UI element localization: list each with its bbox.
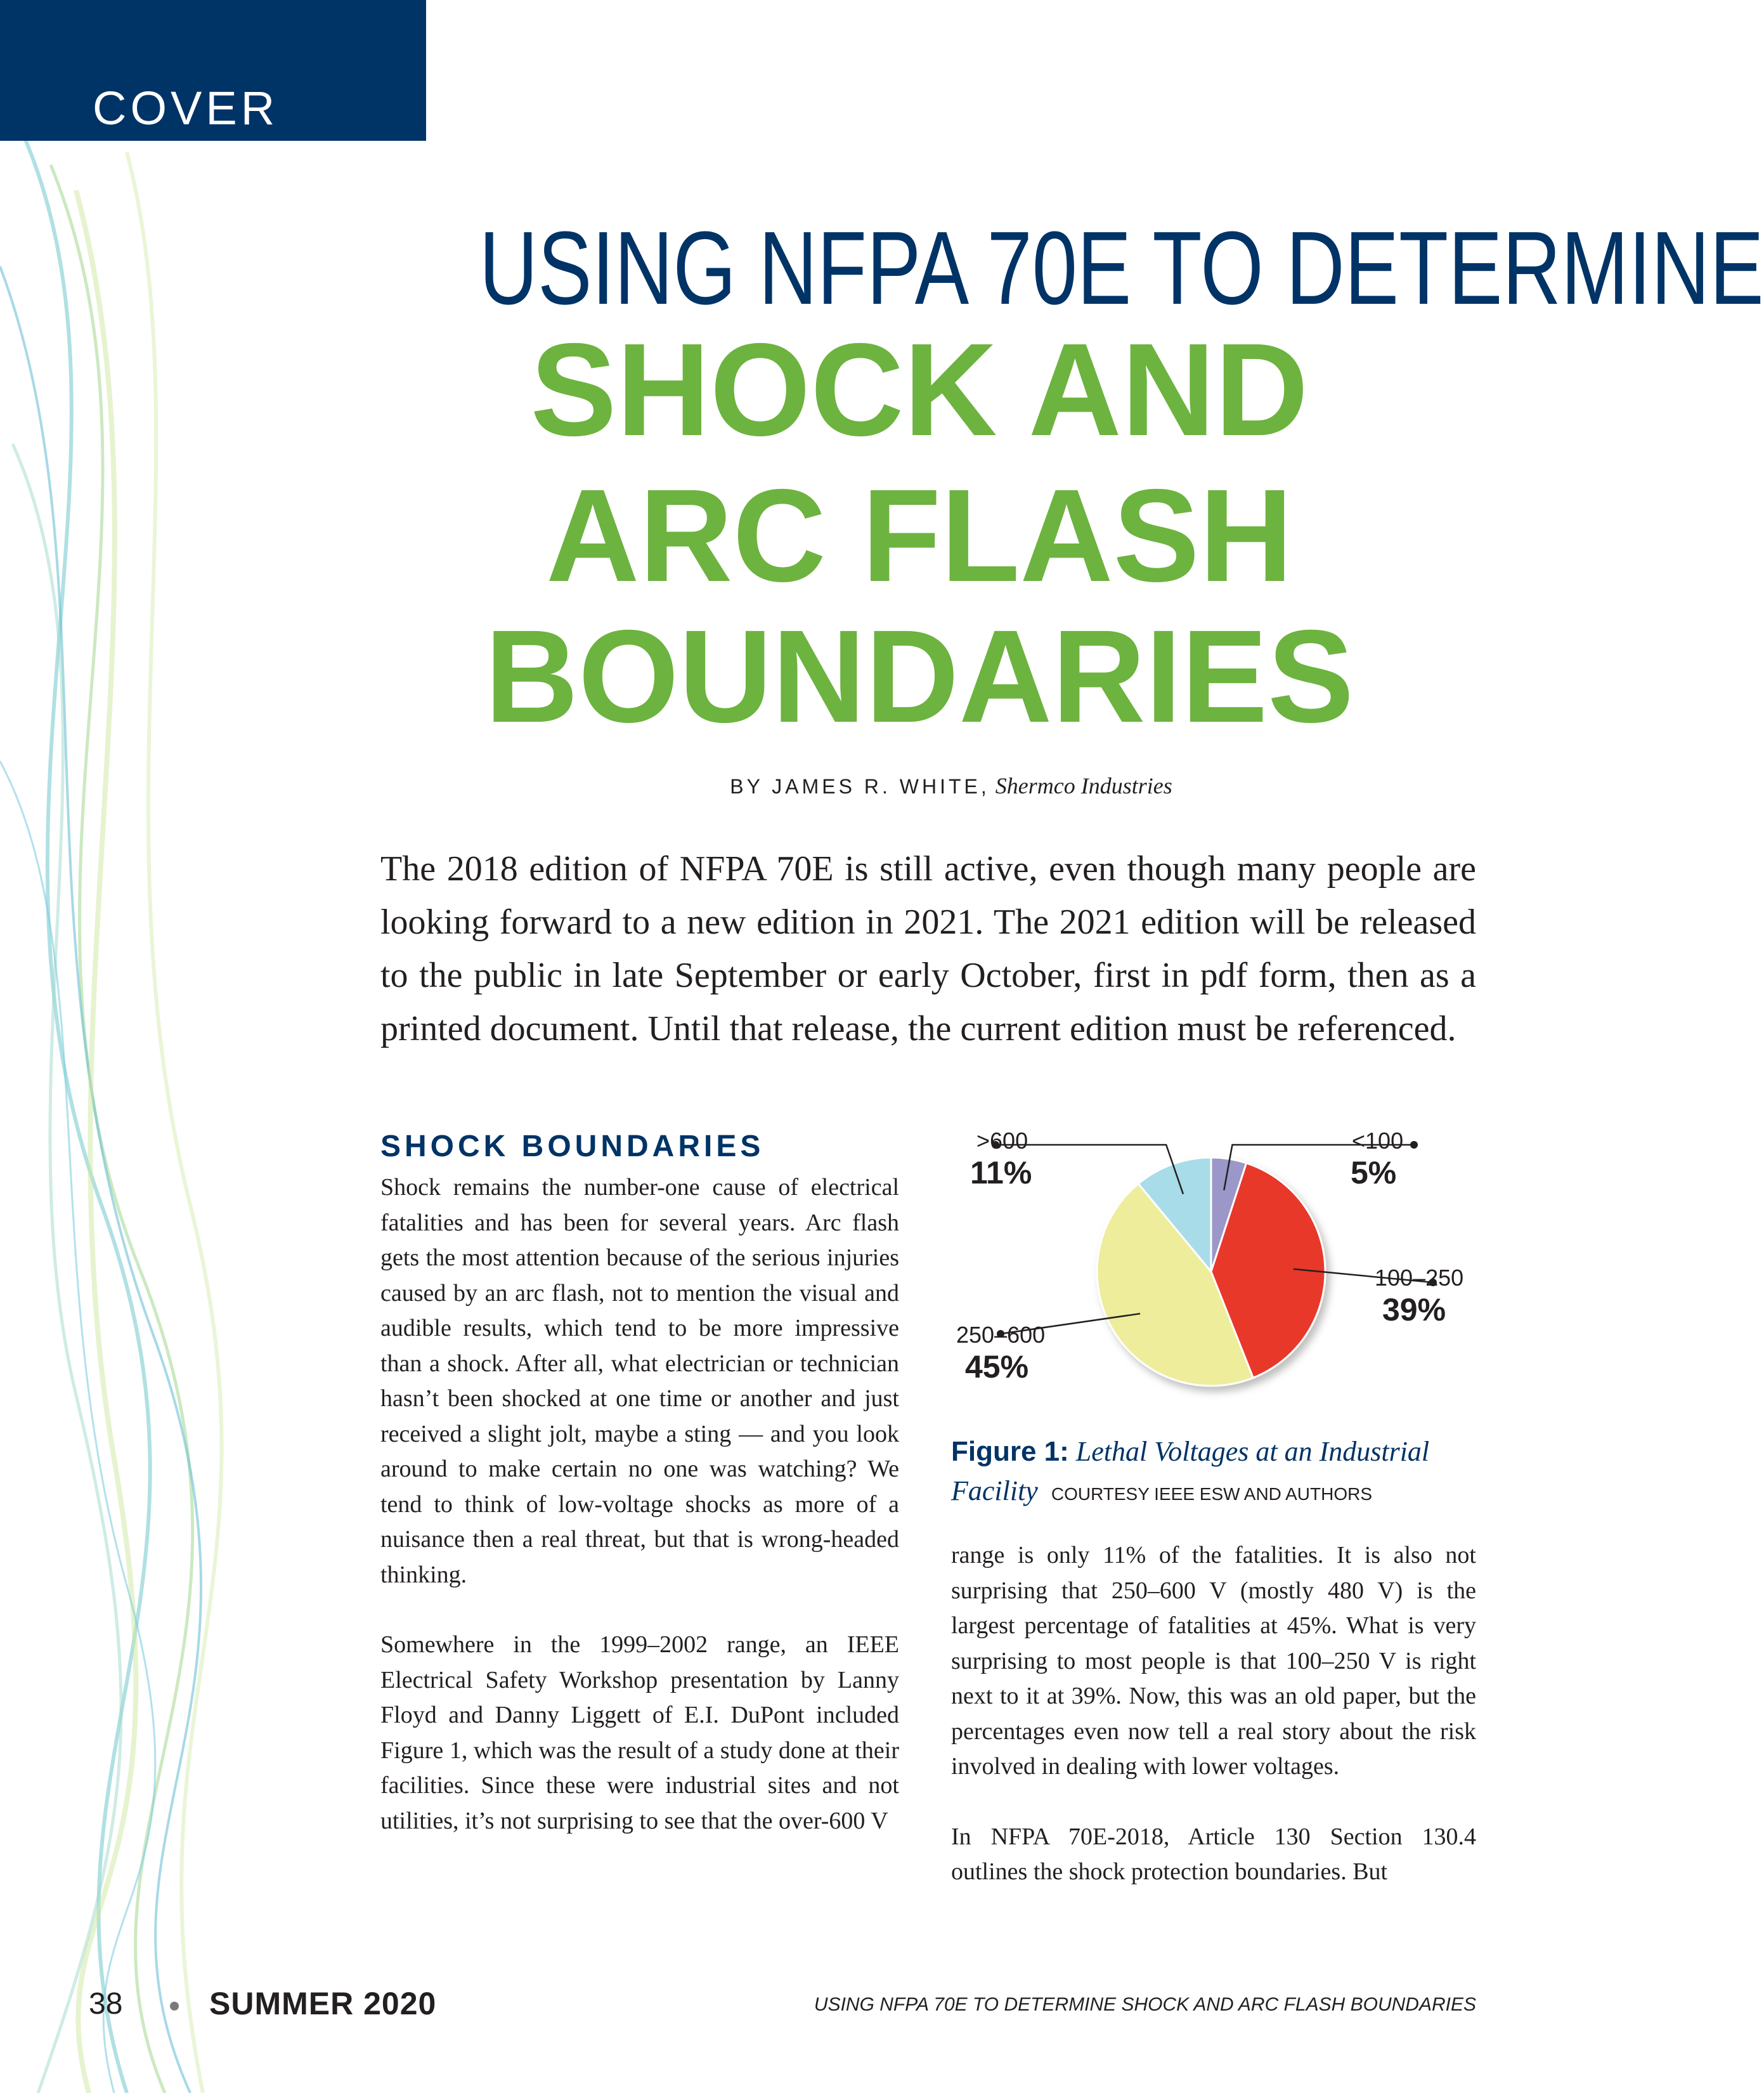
headline-line-3: ARC FLASH (546, 462, 1293, 610)
pie-pct-under-100: 5% (1351, 1155, 1397, 1190)
pie-label-under-100: <100 (1352, 1128, 1404, 1154)
body-paragraph-2: Somewhere in the 1999–2002 range, an IEEE Electrical Safety Workshop presentation by Lanny Floyd and Danny Liggett of E.I. DuPont included Figure 1, which was the result of a study done at their facilities. Since these were industrial sites and not utilities, it’s not surprising to see that the over-600 V (380, 1631, 899, 1834)
headline-line-1: USING NFPA 70E TO DETERMINE (479, 210, 1764, 326)
figure-caption (951, 1432, 1484, 1514)
footer-bullet (170, 2002, 179, 2011)
lead-paragraph: The 2018 edition of NFPA 70E is still active, even though many people are looking forward to a new edition in 2021. The 2021 edition will be released to the public in late September or early October, first in pdf form, then as a printed document. Until that release, the current edition must be referenced. (380, 849, 1476, 1048)
body-paragraph-4: In NFPA 70E-2018, Article 130 Section 130.4 outlines the shock protection boundaries. But (951, 1823, 1476, 1885)
section-heading: SHOCK BOUNDARIES (380, 1130, 765, 1163)
headline-line-2: SHOCK AND (530, 316, 1309, 464)
byline-company: Shermco Industries (995, 773, 1172, 799)
pie-pct-100-250: 39% (1382, 1292, 1446, 1327)
issue-label: SUMMER 2020 (209, 1986, 437, 2021)
byline-author: BY JAMES R. WHITE, (730, 775, 990, 798)
pie-pct-250-600: 45% (965, 1349, 1029, 1385)
byline (634, 773, 1268, 799)
pie-label-100-250: 100–250 (1375, 1265, 1464, 1291)
body-paragraph-3: range is only 11% of the fatalities. It is also not surprising that 250–600 V (mostly 480 V) is the largest percentage of fatalities at 45%. What is very surprising to most people is that 100–250 V is right next to it at 39%. Now, this was an old paper, but the percentages even now tell a real story about the risk involved in dealing with lower voltages. (951, 1542, 1476, 1780)
decorative-ribbons (0, 0, 209, 2093)
body-column-right (951, 1538, 1476, 1890)
headline-line-4: BOUNDARIES (484, 603, 1354, 750)
running-title: USING NFPA 70E TO DETERMINE SHOCK AND ARC FLASH BOUNDARIES (814, 1994, 1476, 2015)
pie-leader-dot-2 (1410, 1141, 1418, 1149)
figure-number: Figure 1: (951, 1436, 1069, 1467)
page-number: 38 (89, 1987, 123, 2021)
body-column-left (380, 1170, 899, 1839)
pie-label-250-600: 250–600 (956, 1322, 1046, 1348)
section-tag (0, 0, 426, 188)
section-tag-label: COVER STORY (93, 82, 279, 188)
pie-label-over-600: >600 (976, 1128, 1028, 1154)
figure-credit: COURTESY IEEE ESW AND AUTHORS (1051, 1484, 1373, 1504)
figure-title: Lethal Voltages at an Industrial Facility (951, 1436, 1430, 1506)
body-paragraph-1: Shock remains the number-one cause of electrical fatalities and has been for several years. Arc flash gets the most attention because of the serious injuries caused by an arc flash, not to mention the visual and audible results, which tend to be more impressive than a shock. After all, what electrician or technician hasn’t been shocked at one time or another and just received a slight jolt, maybe a sting — and you look around to make certain no one was watching? We tend to think of low-voltage shocks as more of a nuisance then a real threat, but that is wrong-headed thinking. (380, 1174, 899, 1588)
pie-pct-over-600: 11% (970, 1155, 1032, 1190)
